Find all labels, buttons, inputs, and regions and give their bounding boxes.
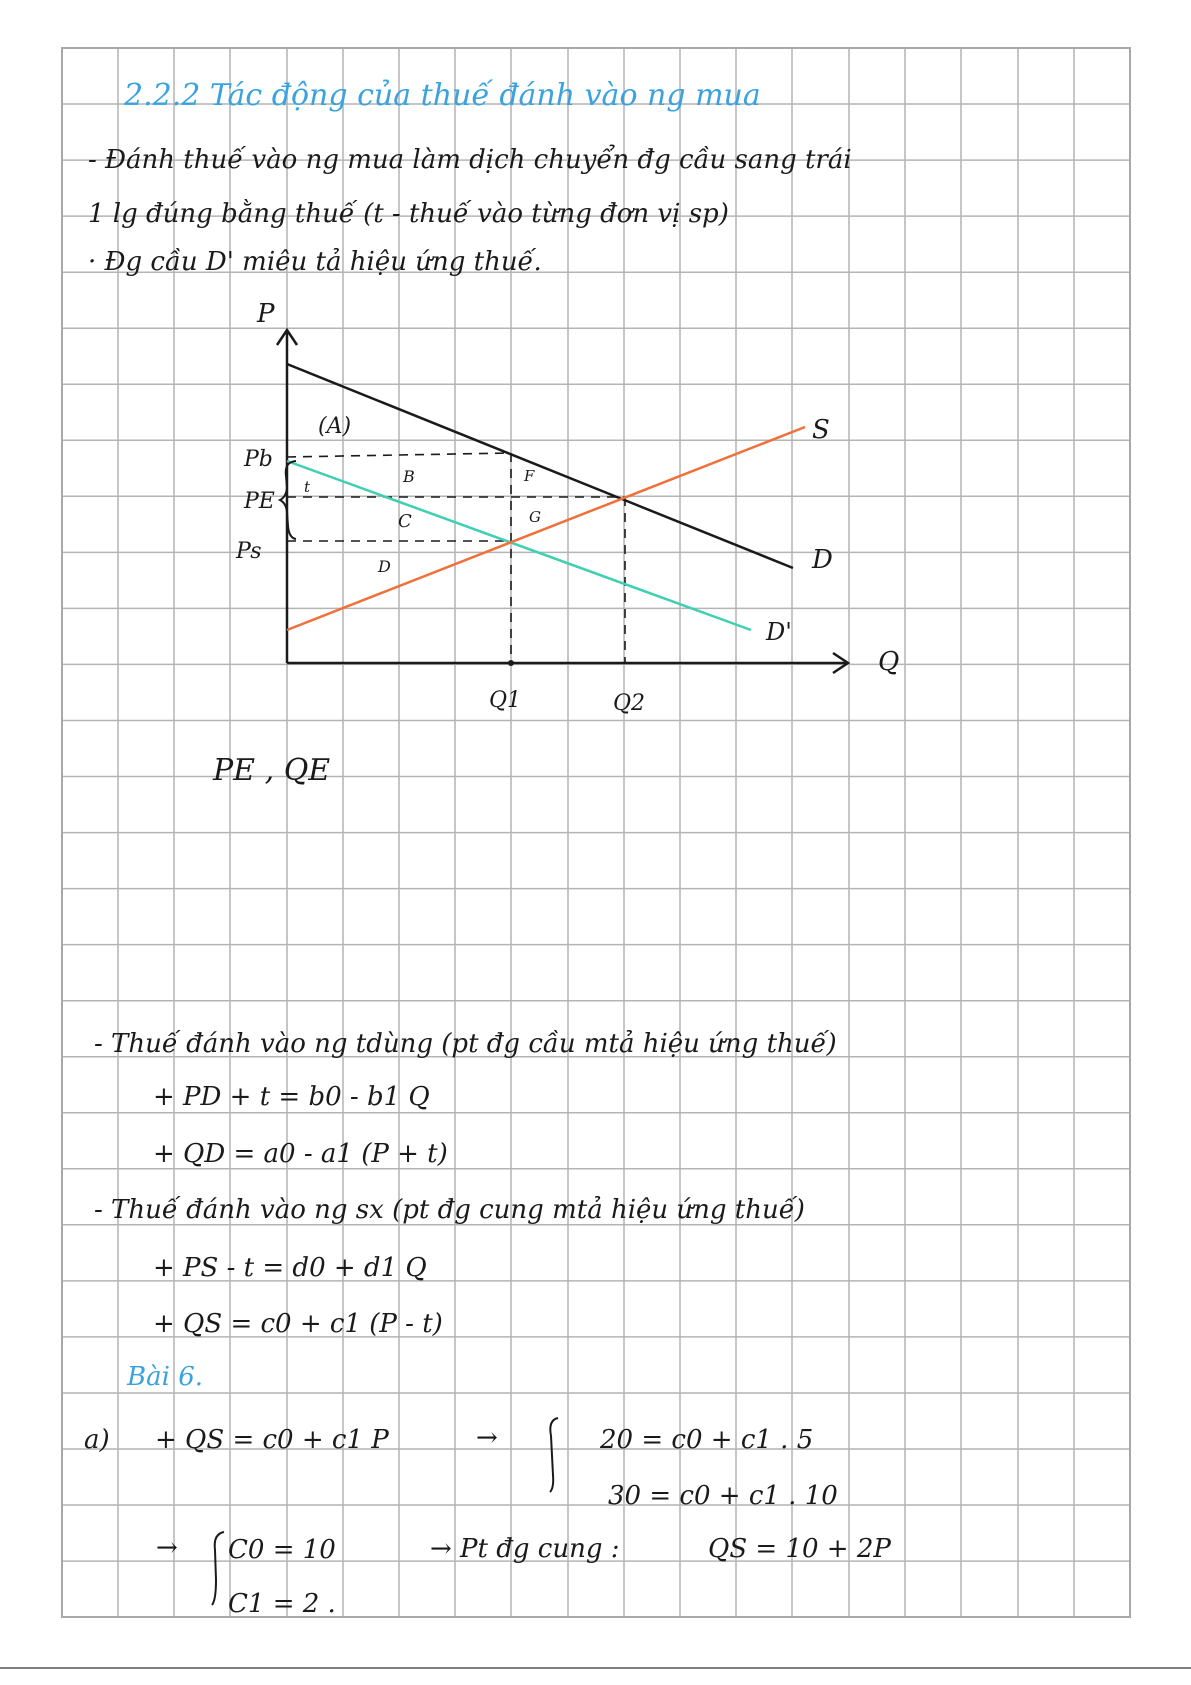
seller-eq-2: + QS = c0 + c1 (P - t)	[153, 1309, 443, 1339]
p-axis-label: P	[257, 299, 275, 329]
pb-label: Pb	[244, 447, 273, 472]
region-d-label: D	[378, 557, 391, 576]
supply-label: S	[812, 415, 830, 445]
system-eq-2: 30 = c0 + c1 . 10	[608, 1481, 838, 1511]
region-a-label: (A)	[318, 414, 352, 439]
region-b-label: B	[403, 467, 415, 486]
supply-curve	[287, 427, 805, 630]
paper-grid	[62, 48, 1130, 1617]
q1-point	[508, 660, 514, 666]
buyer-eq-2: + QD = a0 - a1 (P + t)	[153, 1139, 448, 1169]
exercise-title: Bài 6.	[127, 1362, 203, 1392]
seller-tax-heading: - Thuế đánh vào ng sx (pt đg cung mtả hiệu ứng thuế)	[94, 1195, 805, 1225]
region-f-label: F	[524, 467, 535, 485]
q1-label: Q1	[489, 688, 522, 713]
system-eq-1: 20 = c0 + c1 . 5	[600, 1425, 814, 1455]
region-c-label: C	[398, 511, 412, 532]
note-line-3: · Đg cầu D' miêu tả hiệu ứng thuế.	[88, 247, 542, 277]
region-g-label: G	[529, 508, 541, 526]
ps-label: Ps	[236, 539, 262, 564]
q2-label: Q2	[613, 691, 646, 716]
q-axis-label: Q	[878, 647, 900, 677]
solution-arrow: →	[156, 1533, 178, 1563]
supply-general-form: + QS = c0 + c1 P	[155, 1425, 389, 1455]
section-title: 2.2.2 Tác động của thuế đánh vào ng mua	[124, 78, 761, 113]
tax-incidence-diagram	[235, 299, 899, 716]
shifted-demand-curve	[287, 461, 751, 630]
supply-result-equation: QS = 10 + 2P	[708, 1534, 891, 1564]
note-line-2: 1 lg đúng bằng thuế (t - thuế vào từng đơn vị sp)	[88, 199, 729, 229]
seller-eq-1: + PS - t = d0 + d1 Q	[153, 1253, 427, 1283]
demand-label: D	[812, 545, 833, 575]
buyer-tax-heading: - Thuế đánh vào ng tdùng (pt đg cầu mtả hiệu ứng thuế)	[94, 1029, 837, 1059]
shifted-demand-label: D'	[766, 618, 792, 646]
demand-curve	[287, 364, 793, 568]
solution-c0: C0 = 10	[228, 1535, 336, 1565]
part-a-label: a)	[84, 1425, 110, 1455]
supply-result-label: → Pt đg cung :	[430, 1534, 620, 1564]
equilibrium-label: PE , QE	[213, 753, 331, 788]
solution-c1: C1 = 2 .	[228, 1589, 336, 1619]
implies-arrow: →	[476, 1423, 498, 1453]
system-brace-1	[550, 1418, 558, 1492]
tax-t-label: t	[304, 478, 311, 496]
buyer-eq-1: + PD + t = b0 - b1 Q	[153, 1082, 430, 1112]
note-line-1: - Đánh thuế vào ng mua làm dịch chuyển đg cầu sang trái	[88, 145, 852, 175]
pe-label: PE	[244, 489, 275, 514]
system-brace-2	[212, 1532, 224, 1605]
